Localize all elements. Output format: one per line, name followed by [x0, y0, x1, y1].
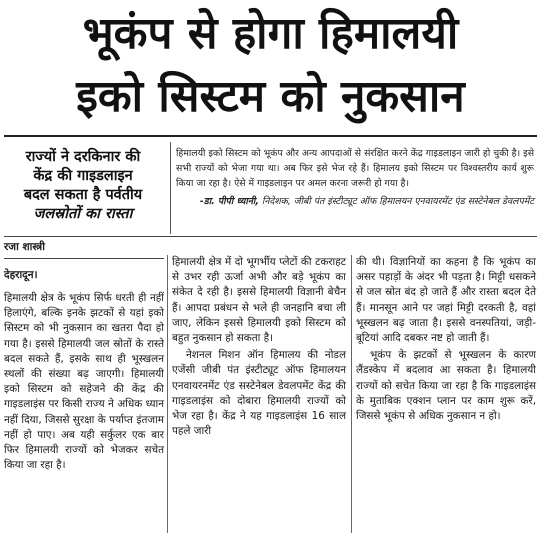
headline-line-1: भूकंप से होगा हिमालयी [82, 8, 459, 59]
article-column-2 [172, 255, 346, 441]
quote-bottom-divider [4, 236, 537, 237]
quote-text: हिमालयी इको सिस्टम को भूकंप और अन्य आपदाओं से संरक्षित करने केंद्र गाइडलाइन जारी हो चुकी है। इसे सभी राज्यों को भेजा गया था। अब फिर इसे भेज रहे हैं। हिमालय इको सिस्टम पर विश्वस्तरीय कार्य शुरू किया जा रहा है। ऐसे में गाइडलाइन पर अमल करना जरूरी हो गया है। [176, 148, 534, 189]
article-column-3 [356, 255, 536, 426]
headline-line-2: इको सिस्टम को नुकसान [76, 71, 465, 122]
subheading-line-2: केंद्र की गाइडलाइन [33, 168, 133, 184]
paragraph: हिमालयी क्षेत्र में दो भूगर्भीय प्लेटों की टकराहट से उभर रही ऊर्जा अभी और बड़े भूकंप का संकेत दे रही है। इससे हिमालयी विज्ञानी बेचैन हैं। आपदा प्रबंधन से भले ही जनहानि बचा ली जाए, लेकिन इससे हिमालयी इको सिस्टम को बहुत नुकसान हो सकता है। [172, 256, 346, 345]
quote-signature-name: -डा. पीपी ध्यानी, [199, 196, 259, 207]
byline: रजा शास्त्री [4, 241, 45, 253]
quote-signature [176, 194, 534, 209]
paragraph: की थी। विज्ञानियों का कहना है कि भूकंप का असर पहाड़ों के अंदर भी पड़ता है। मिट्टी धसकने से जल स्रोत बंद हो जाते हैं और रास्ता बदल देते हैं। मानसून आने पर जहां मिट्टी दरकती है, वहां भूस्खलन बढ़ जाता है। इससे वनस्पतियां, जड़ी-बूटियां आदि दबकर नष्ट हो जाती हैं। [356, 256, 536, 345]
paragraph: नेशनल मिशन ऑन हिमालय की नोडल एजेंसी जीबी पंत इंस्टीट्यूट ऑफ हिमालयन एनवायरनमेंट एंड सस्टेनेबल डेवलपमेंट केंद्र की गाइडलाइंस को दोबारा हिमालयी राज्यों को भेज रहा है। केंद्र ने यह गाइडलाइंस 16 साल पहले जारी [172, 349, 346, 438]
quote-signature-title: निदेशक, जीबी पंत इंस्टीट्यूट ऑफ हिमालयन एनवायरमेंट एंड सस्टेनेबल डेवलपमेंट [261, 196, 534, 207]
subheading-line-4: जलस्रोतों का रास्ता [33, 206, 133, 222]
subhead-quote-divider [170, 142, 171, 234]
dateline-place: देहरादून। [4, 269, 38, 281]
paragraph: हिमालयी क्षेत्र के भूकंप सिर्फ धरती ही नहीं हिलाएंगे, बल्कि इनके झटकों से यहां इको सिस्टम को भी नुकसान का खतरा पैदा हो गया है। इससे हिमालयी जल स्रोतों के रास्ते बदल सकते हैं, इसके साथ ही भूस्खलन स्थलों की संख्या बढ़ जाएगी। हिमालयी इको सिस्टम को सहेजने की केंद्र की गाइडलाइंस पर किसी राज्य ने अधिक ध्यान नहीं दिया, जिससे सुरक्षा के पर्याप्त इंतजाम नहीं हो पाए। अब यही सर्कुलर एक बार फिर हिमालयी राज्यों को भेजकर सचेत किया जा रहा है। [4, 292, 164, 472]
paragraph: भूकंप के झटकों से भूस्खलन के कारण लैंडस्केप में बदलाव आ सकता है। हिमालयी राज्यों को सचेत किया जा रहा है कि गाइडलाइंस के मुताबिक एक्शन प्लान पर काम शुरू करें, जिससे भूकंप से अधिक नुकसान न हो। [356, 349, 536, 423]
subheading-line-1: राज्यों ने दरकिनार की [25, 149, 141, 165]
subheading [0, 148, 166, 224]
byline-divider [4, 258, 164, 259]
column-divider-1 [167, 255, 168, 533]
expert-quote [176, 146, 534, 209]
subheading-line-3: बदल सकता है पर्वतीय [23, 187, 143, 203]
header-divider [4, 135, 537, 137]
column-divider-2 [351, 255, 352, 533]
article-column-1 [4, 291, 164, 475]
